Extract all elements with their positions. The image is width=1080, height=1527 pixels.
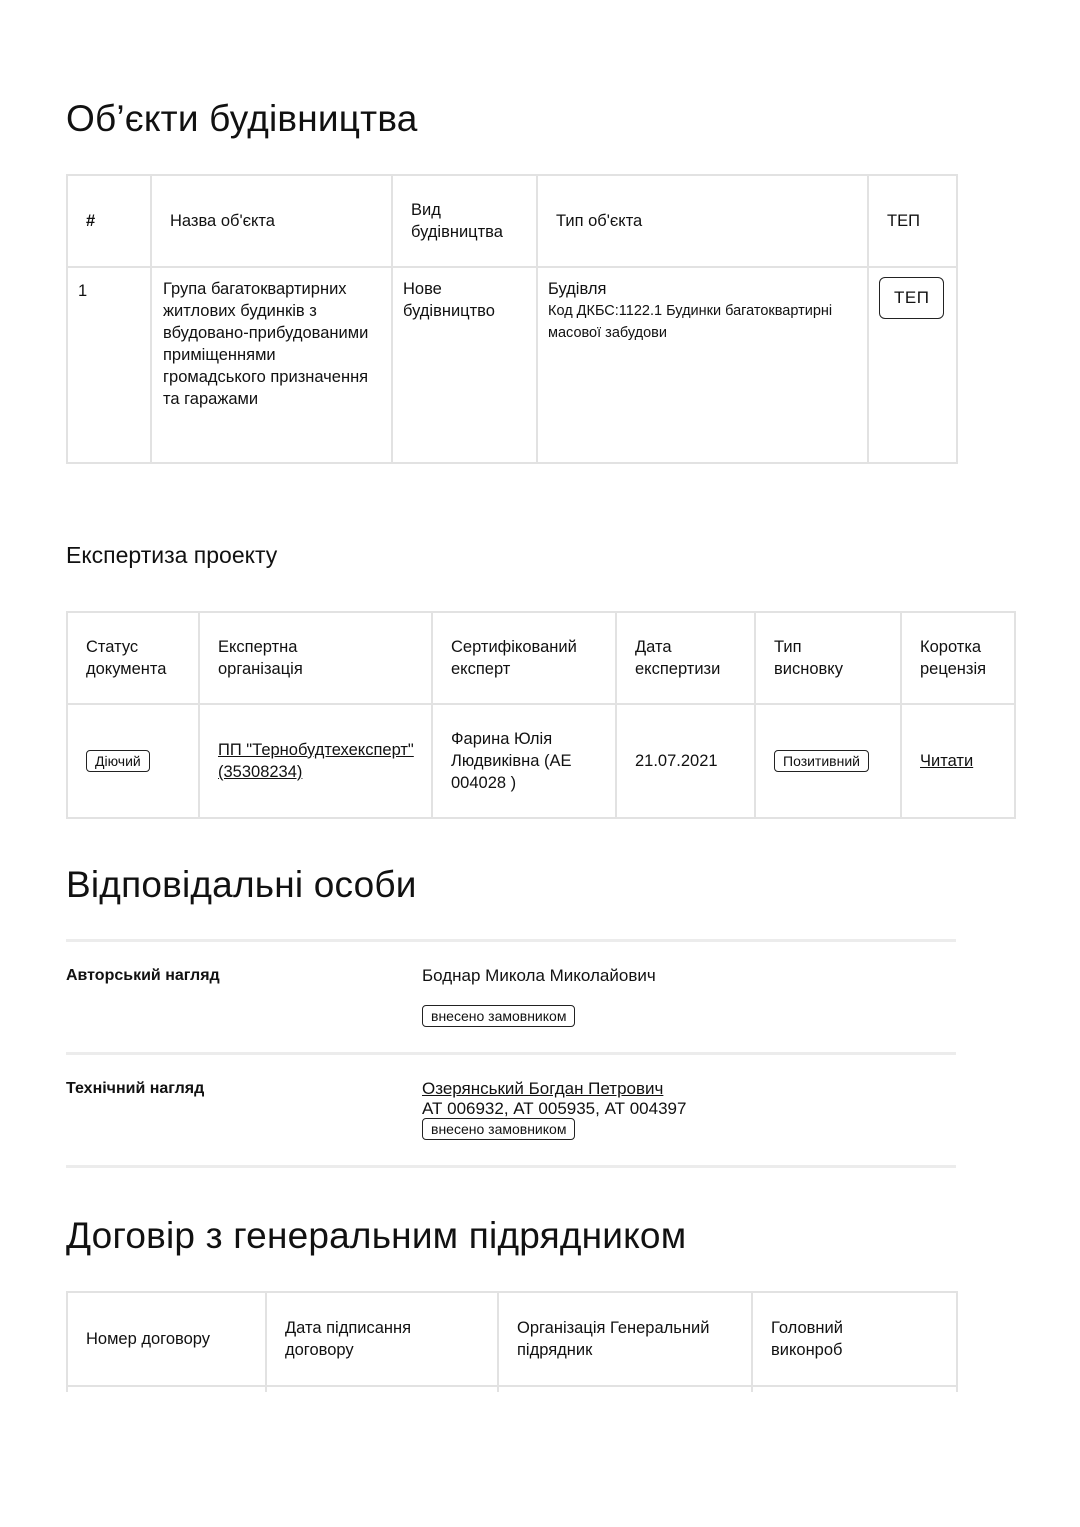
organization-link[interactable]: ПП "Тернобудтехексперт" (35308234) [218, 741, 414, 781]
objects-title: Об’єкти будівництва [66, 98, 418, 139]
divider [66, 939, 956, 942]
col-header-review: Коротка рецензія [901, 612, 1015, 704]
status-badge: Діючий [86, 750, 150, 772]
contract-title: Договір з генеральним підрядником [66, 1215, 687, 1256]
expertise-date: 21.07.2021 [616, 704, 755, 818]
divider [66, 1052, 956, 1055]
organization-cell [199, 704, 432, 818]
col-header-conclusion: Тип висновку [755, 612, 901, 704]
tep-button[interactable]: ТЕП [879, 277, 944, 319]
expert-name: Фарина Юлія Людвиківна (АЕ 004028 ) [432, 704, 616, 818]
object-type-code: Код ДКБС:1122.1 Будинки багатоквартирні масової забудови [548, 303, 833, 341]
col-header-name: Назва об'єкта [151, 175, 392, 267]
table-row [67, 704, 1015, 818]
object-type-cell [537, 267, 868, 463]
review-cell [901, 704, 1015, 818]
responsible-title: Відповідальні особи [66, 864, 417, 905]
construction-kind: Нове будівництво [392, 267, 537, 463]
col-header-sign-date: Дата підписання договору [266, 1292, 498, 1386]
technical-supervision-badge: внесено замовником [422, 1118, 575, 1140]
table-row [67, 267, 957, 463]
expertise-title: Експертиза проекту [66, 542, 278, 568]
col-header-general-contractor: Організація Генеральний підрядник [498, 1292, 752, 1386]
table-row [67, 1386, 957, 1392]
col-header-date: Дата експертизи [616, 612, 755, 704]
contract-table-viewport [66, 1291, 958, 1392]
col-header-kind-label: Вид будівництва [411, 201, 503, 241]
contract-table [66, 1291, 958, 1392]
col-header-chief-foreman: Головний виконроб [752, 1292, 957, 1386]
col-header-tep: ТЕП [868, 175, 957, 267]
technical-supervision-name-link[interactable]: Озерянський Богдан Петрович [422, 1079, 664, 1098]
objects-table [66, 174, 958, 464]
author-supervision-name: Боднар Микола Миколайович [422, 966, 656, 985]
expertise-table [66, 611, 1016, 819]
author-supervision-label: Авторський нагляд [66, 967, 220, 984]
conclusion-cell [755, 704, 901, 818]
technical-supervision-label: Технічний нагляд [66, 1080, 205, 1097]
objects-header-row [67, 175, 957, 267]
status-cell [67, 704, 199, 818]
col-header-contract-number: Номер договору [67, 1292, 266, 1386]
col-header-number: # [67, 175, 151, 267]
col-header-expert: Сертифікований експерт [432, 612, 616, 704]
technical-supervision-certificates: АТ 006932, АТ 005935, АТ 004397 [422, 1099, 687, 1118]
author-supervision-badge: внесено замовником [422, 1005, 575, 1027]
col-header-organization: Експертна організація [199, 612, 432, 704]
review-read-link[interactable]: Читати [920, 752, 974, 770]
tep-cell [868, 267, 957, 463]
expertise-header-row [67, 612, 1015, 704]
object-type-title: Будівля [548, 280, 607, 298]
col-header-kind [392, 175, 537, 267]
contract-header-row [67, 1292, 957, 1386]
conclusion-badge: Позитивний [774, 750, 869, 772]
object-name: Група багатоквартирних житлових будинків з вбудовано-прибудованими приміщеннями громадського призначення та гаражами [151, 267, 392, 463]
row-number: 1 [67, 267, 151, 463]
col-header-type: Тип об'єкта [537, 175, 868, 267]
col-header-status: Статус документа [67, 612, 199, 704]
divider [66, 1165, 956, 1168]
